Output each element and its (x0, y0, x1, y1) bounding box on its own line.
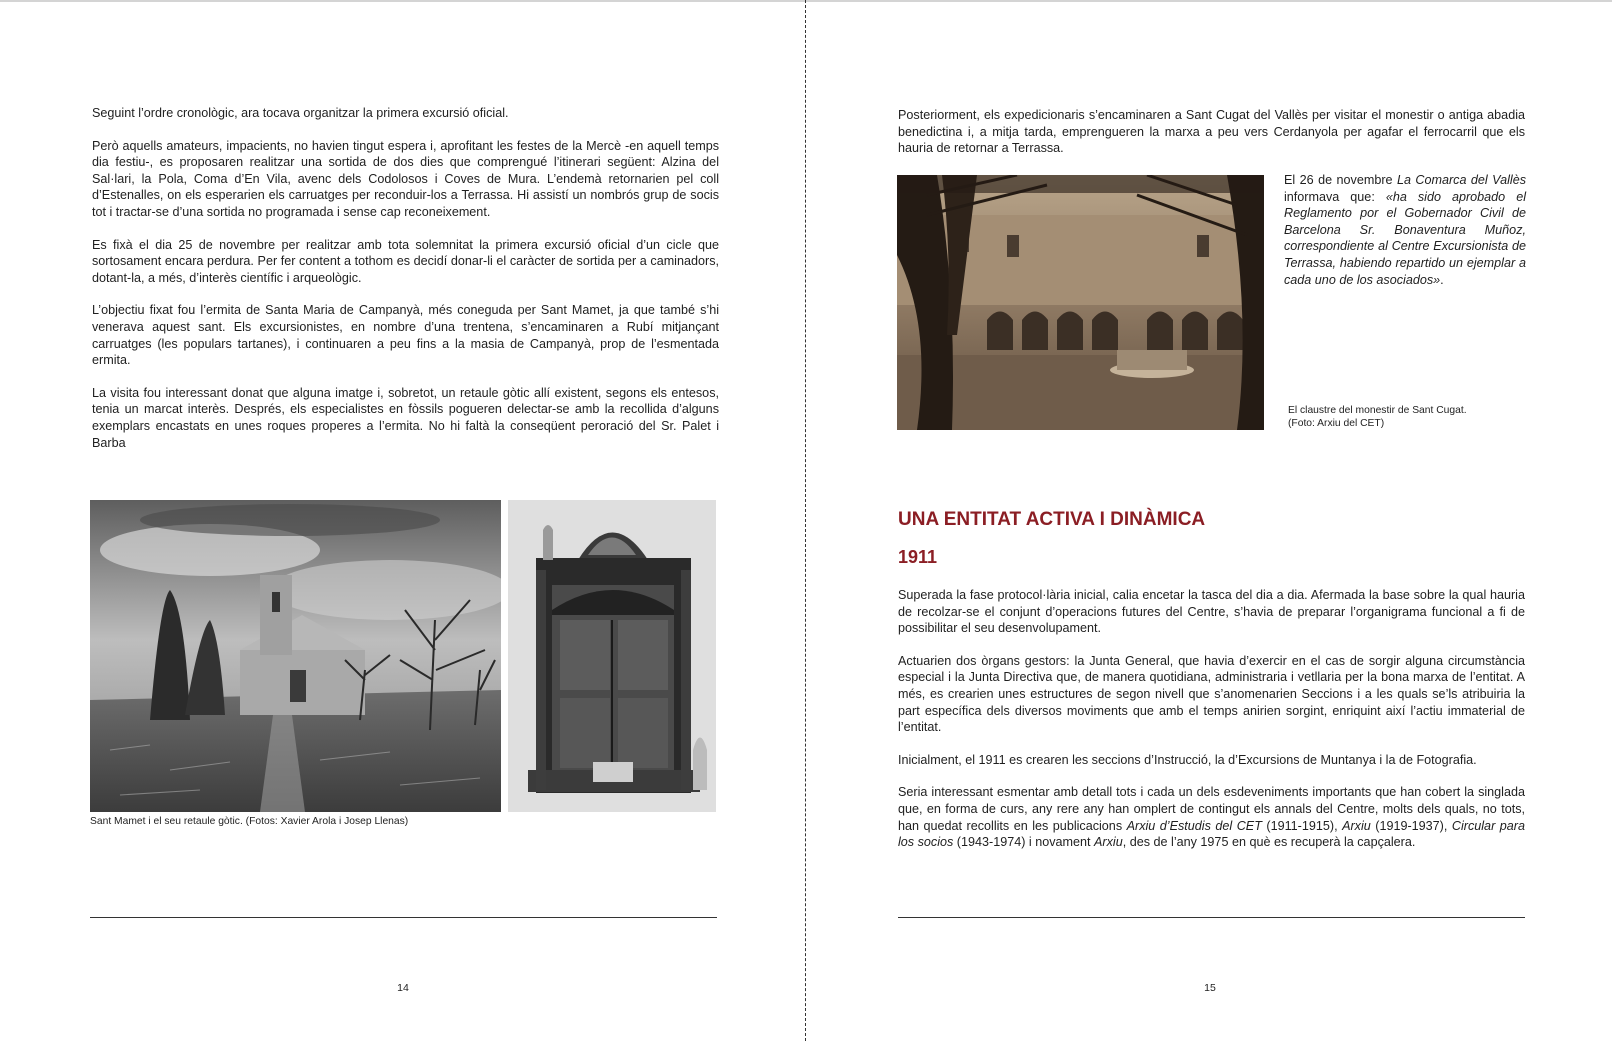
paragraph: Però aquells amateurs, impacients, no havien tingut espera i, aprofitant les festes de la Mercè -en aquell temps dia festiu-, es proposaren realitzar una sortida de dos dies que comprengué l’itinerari següent: Alzina del Sal·lari, la Pola, Coma d’En Vila, avenc dels Codolosos i Coves de Mura. L’endemà retornarien pel coll d’Estenalles, on els esperarien els carruatges per reconduir-los a Terrassa. Hi assistí un nombrós grup de socis tot i tractar-se d’una sortida no programada i sense cap reconeixement. (92, 138, 719, 219)
footer-rule (898, 917, 1525, 918)
sant-cugat-cloister-photo (897, 175, 1264, 430)
cloister-photo-caption (1288, 404, 1467, 430)
paragraph: Posteriorment, els expedicionaris s’encaminaren a Sant Cugat del Vallès per visitar el monestir o antiga abadia benedictina i, a mitja tarda, emprengueren la marxa a peu vers Cerdanyola per agafar el ferrocarril que els hauria de retornar a Terrassa. (898, 108, 1525, 156)
quote-end: . (1440, 272, 1444, 287)
paragraph: Actuarien dos òrgans gestors: la Junta General, que havia d’exercir en el cas de sorgir alguna circumstància especial i la Junta Directiva que, de manera quotidiana, administraria i vetllaria per la bona marxa de l’entitat. A més, es crearien unes estructures de segon nivell que s’anomenarien Seccions i a les quals se’ls atribuiria la part específica dels diversos moviments que amb el temps anirien sorgint, enriquint així l’actiu immaterial de l’entitat. (898, 653, 1525, 735)
page-number: 15 (1204, 982, 1216, 994)
quote-middle: informava que: (1284, 189, 1386, 204)
quote-text: «ha sido aprobado el Reglamento por el Gobernador Civil de Barcelona Sr. Bonaventura Muñoz, correspondiente al Centre Excursionista de Terrassa, habiendo repartido un ejemplar a cada uno de los asociados» (1284, 189, 1526, 287)
caption-line: El claustre del monestir de Sant Cugat. (1288, 405, 1467, 416)
left-text-column (92, 105, 719, 467)
quote-lead: El 26 de novembre (1284, 173, 1397, 187)
right-page (807, 0, 1612, 1041)
gothic-altarpiece-photo (508, 500, 716, 812)
page-number: 14 (397, 982, 409, 994)
footer-rule (90, 917, 717, 918)
paragraph: Seguint l’ordre cronològic, ara tocava organitzar la primera excursió oficial. (92, 106, 509, 120)
text-run: (1919-1937), (1370, 818, 1452, 833)
right-body-column (898, 587, 1525, 867)
publication-title: Arxiu (1094, 835, 1123, 850)
text-run: , des de l’any 1975 en què es recuperà la capçalera. (1122, 835, 1416, 850)
publication-title: Arxiu d’Estudis del CET (1126, 818, 1262, 833)
left-page (0, 0, 804, 1041)
text-run: (1943-1974) i novament (953, 835, 1095, 850)
caption-line: (Foto: Arxiu del CET) (1288, 418, 1385, 429)
text-run: (1911-1915), (1261, 818, 1343, 833)
paragraph: L’objectiu fixat fou l’ermita de Santa Maria de Campanyà, més coneguda per Sant Mamet, ja que també s’hi venerava aquest sant. Els excursionistes, en nombre d’una trentena, s’encaminaren a Rubí mitjançant carruatges (les populars tartanes), i continuaren a peu fins a la masia de Campanyà, prop de l’esmentada ermita. (92, 303, 719, 368)
section-title: UNA ENTITAT ACTIVA I DINÀMICA (898, 509, 1206, 530)
right-intro-column (898, 107, 1525, 173)
publication-title: Arxiu (1342, 818, 1371, 833)
newspaper-name: La Comarca del Vallès (1396, 173, 1526, 187)
spread-fold-divider (805, 0, 806, 1041)
paragraph: La visita fou interessant donat que alguna imatge i, sobretot, un retaule gòtic allí existent, segons els entesos, tenia un marcat interès. Després, els especialistes en fòssils pogueren delectar-se amb la recollida d’alguns exemplars encastats en unes roques properes a l’ermita. No hi faltà la conseqüent peroració del Sr. Palet i Barba (92, 385, 719, 450)
text-run: Seria interessant esmentar amb detall tots i cada un dels esdeveniments importants que han cobert la singlada que, en forma de curs, any rere any han omplert de contingut els annals del Centre, molts dels quals, no tots, han quedat recollits en les publicacions (898, 785, 1525, 833)
paragraph (898, 784, 1525, 850)
publication-title: Circular para los socios (898, 818, 1525, 850)
sant-mamet-chapel-photo (90, 500, 501, 812)
paragraph: Es fixà el dia 25 de novembre per realitzar amb tota solemnitat la primera excursió oficial d’un cicle que sortosament encara perdura. Per fer content a tothom es decidí donar-li el caràcter de sortida per a caminadors, dotant-la, a més, d’interès científic i arqueològic. (92, 237, 719, 285)
paragraph: Superada la fase protocol·lària inicial, calia encetar la tasca del dia a dia. Afermada la base sobre la qual hauria de recolzar-se el conjunt d’operacions futures del Centre, s’havia de preparar l’organigrama funcional a fi de possibilitar el seu desenvolupament. (898, 588, 1525, 636)
paragraph: Inicialment, el 1911 es crearen les seccions d’Instrucció, la d’Excursions de Muntanya i la de Fotografia. (898, 752, 1477, 767)
photo-caption: Sant Mamet i el seu retaule gòtic. (Fotos: Xavier Arola i Josep Llenas) (90, 816, 409, 827)
newspaper-quote (1284, 172, 1526, 288)
year-heading: 1911 (898, 547, 938, 567)
